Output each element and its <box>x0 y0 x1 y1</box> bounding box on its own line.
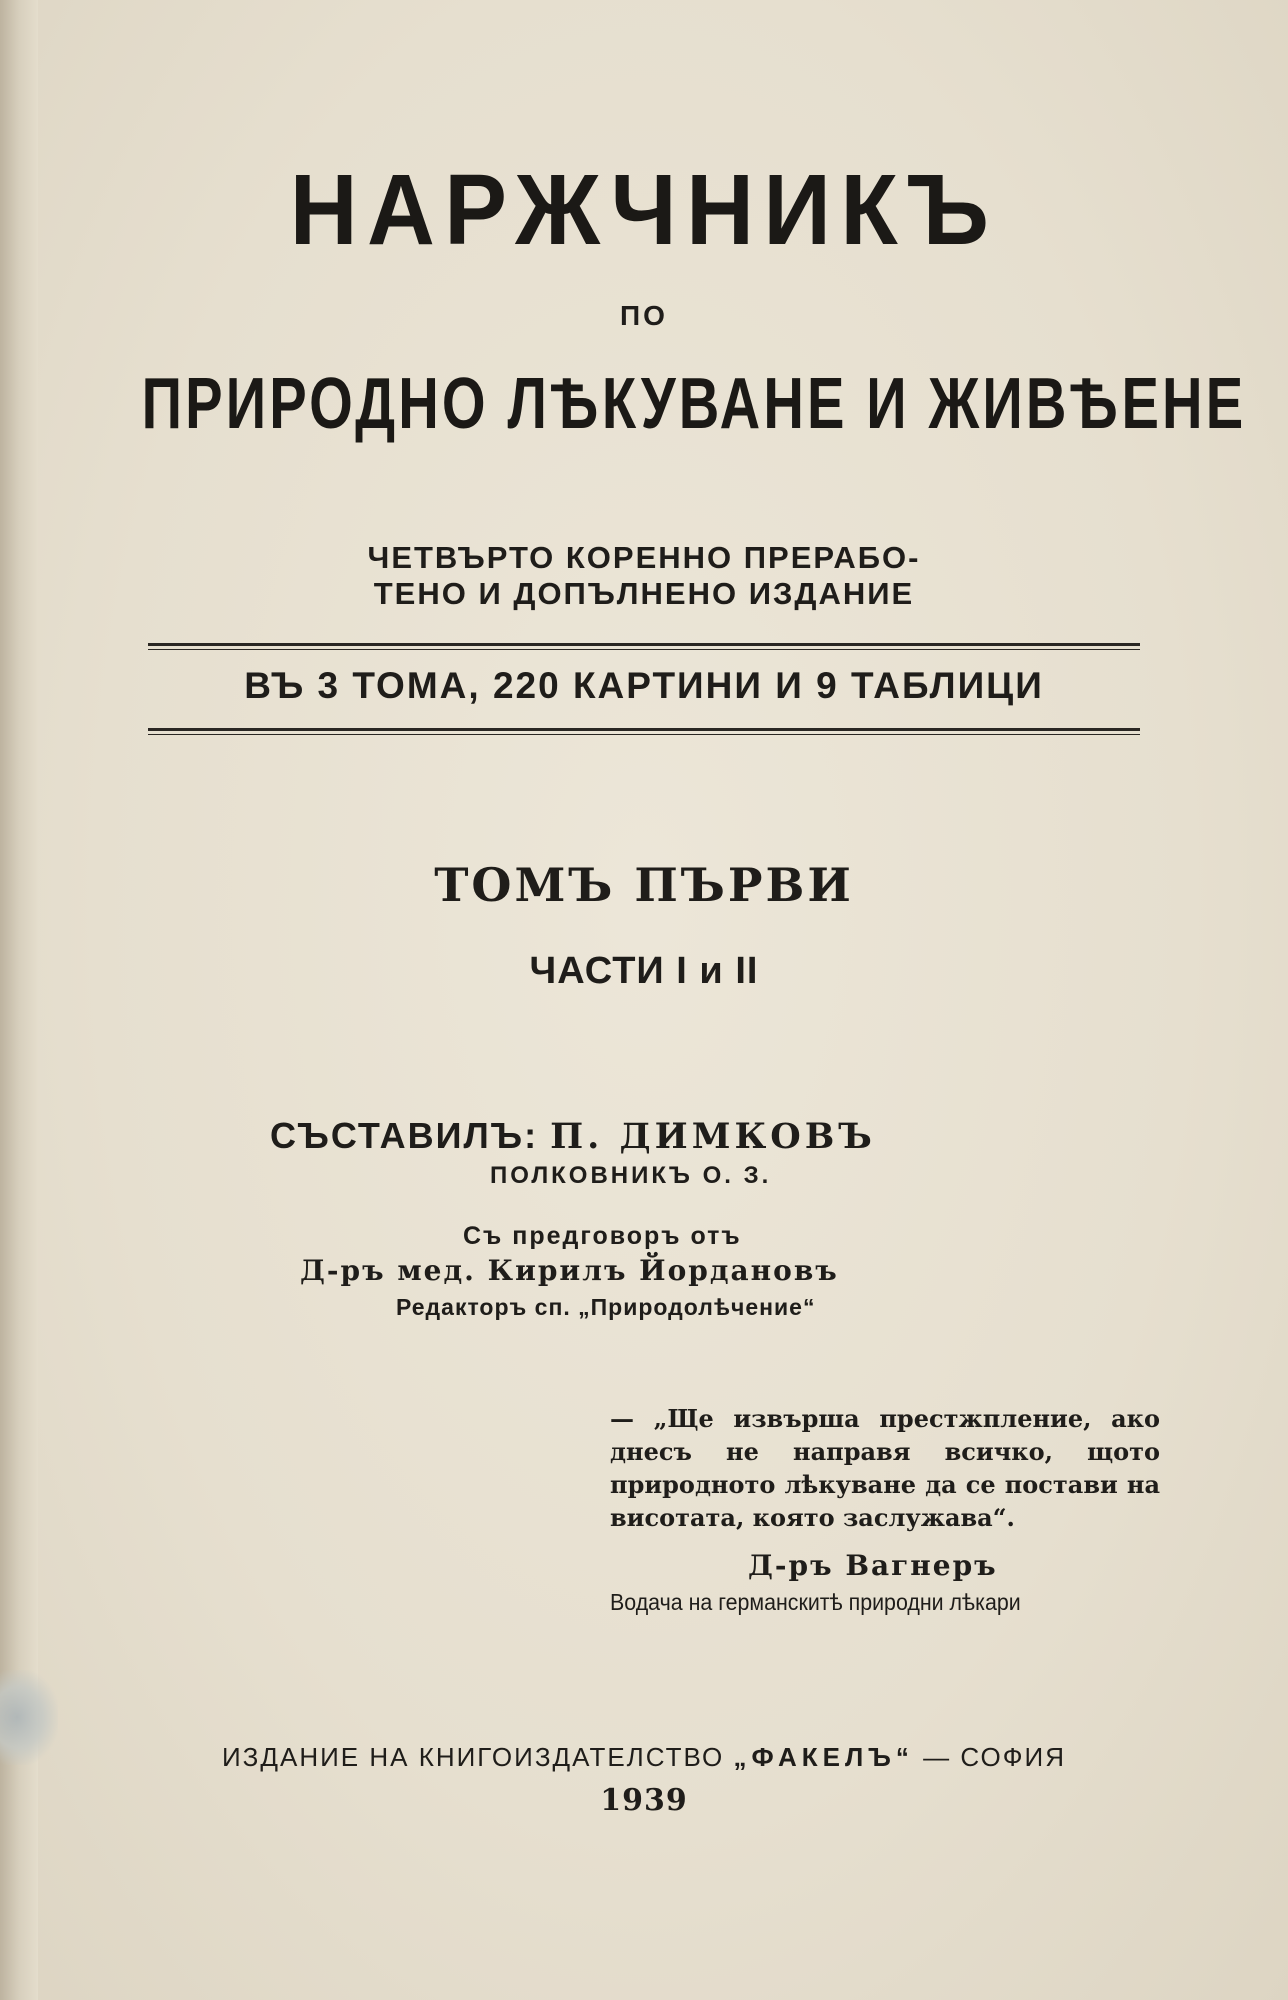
preface-label: Съ предговоръ отъ <box>463 1222 742 1250</box>
publisher-line <box>0 1744 1288 1770</box>
composer-name: П. ДИМКОВЪ <box>550 1116 876 1157</box>
divider-top <box>148 643 1140 650</box>
publication-year: 1939 <box>600 1783 688 1818</box>
publisher-city: — СОФИЯ <box>923 1742 1066 1772</box>
divider-bottom <box>148 728 1140 735</box>
title-preposition: ПО <box>620 300 668 331</box>
edition-note: ЧЕТВЪРТО КОРЕННО ПРЕРАБО- ТЕНО И ДОПЪЛНЕНО ИЗДАНИЕ <box>367 540 921 611</box>
parts-label: ЧАСТИ I и II <box>529 950 759 992</box>
epigraph-author: Д-ръ Вагнеръ <box>748 1549 998 1582</box>
volume-label: ТОМЪ ПЪРВИ <box>434 858 854 912</box>
publisher-name: „ФАКЕЛЪ“ <box>733 1742 914 1772</box>
composer-line <box>270 1115 876 1157</box>
book-subtitle: ПРИРОДНО ЛѢКУВАНЕ И ЖИВѢЕНЕ <box>141 364 1247 444</box>
composer-rank: ПОЛКОВНИКЪ О. З. <box>490 1162 772 1189</box>
epigraph-author-role: Водача на германскитѣ природни лѣкари <box>610 1589 1021 1615</box>
volumes-note: ВЪ 3 ТОМА, 220 КАРТИНИ И 9 ТАБЛИЦИ <box>244 665 1044 706</box>
preface-author-role: Редакторъ сп. „Природолѣчение“ <box>396 1294 816 1320</box>
book-title: НАРЖЧНИКЪ <box>289 154 999 266</box>
composer-label: СЪСТАВИЛЪ: <box>270 1115 539 1156</box>
epigraph-quote: — „Ще извърша престжпление, ако днесъ не направя всичко, щото природното лѣкуване да се постави на висотата, която заслужава“. <box>610 1404 1160 1532</box>
preface-author: Д-ръ мед. Кирилъ Йордановъ <box>300 1254 839 1287</box>
publisher-prefix: ИЗДАНИЕ НА КНИГОИЗДАТЕЛСТВО <box>221 1742 725 1772</box>
